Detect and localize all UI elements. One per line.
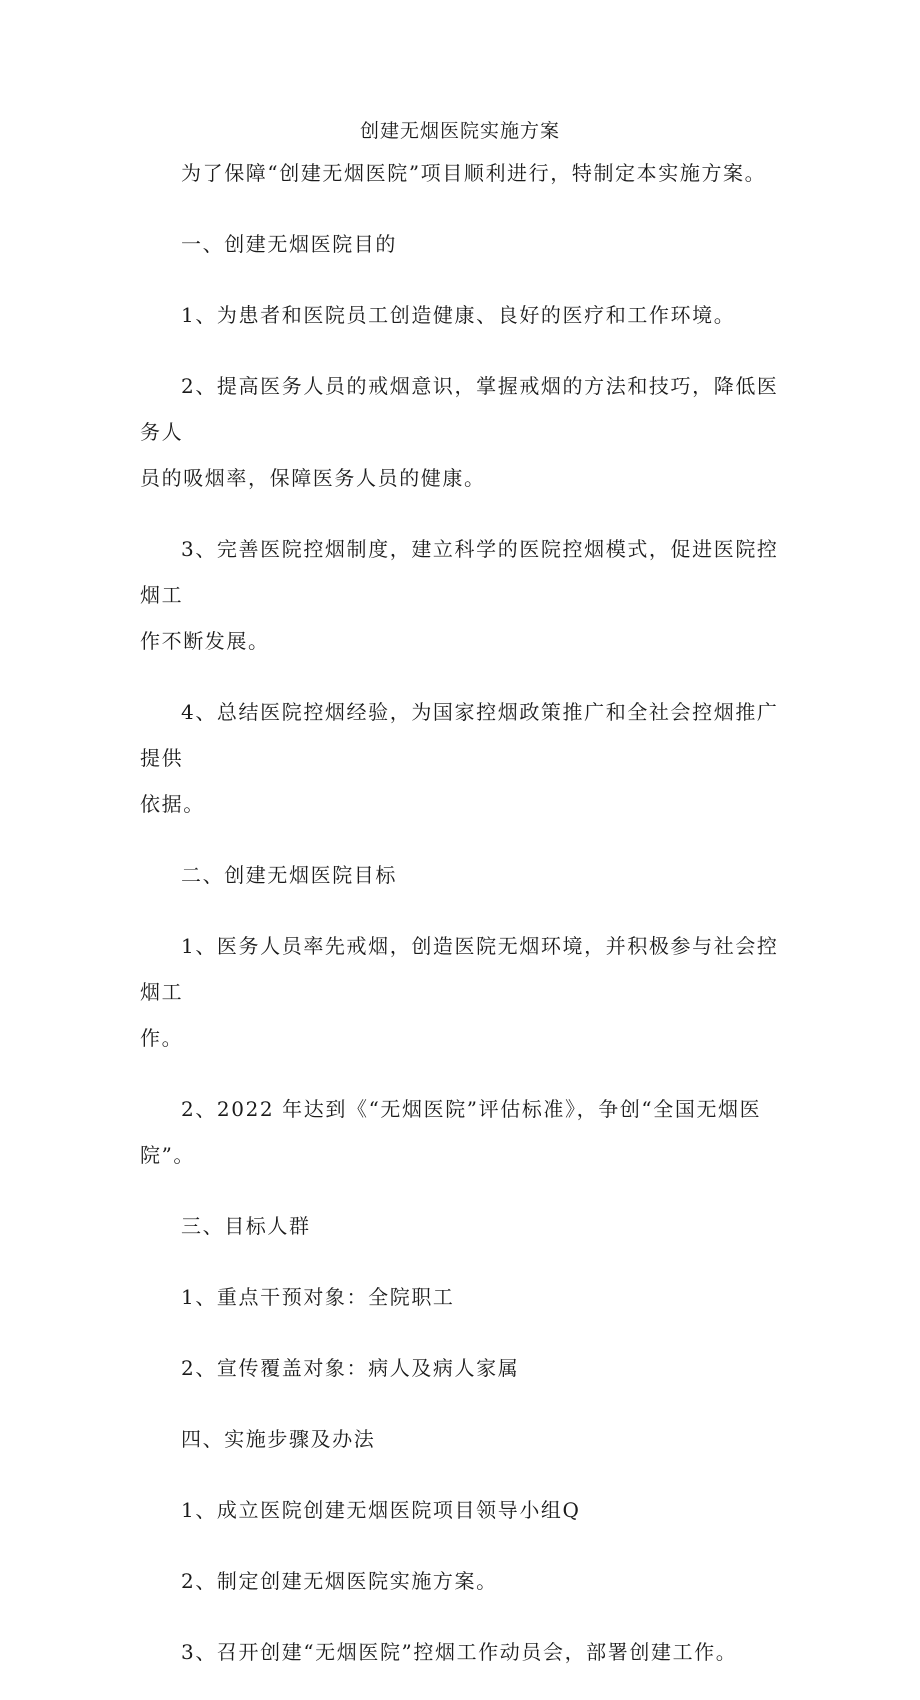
goal-item-1: [140, 923, 782, 1061]
section-heading-purpose: [140, 221, 782, 267]
text-line: 2、提高医务人员的戒烟意识，掌握戒烟的方法和技巧，降低医务人: [140, 374, 779, 444]
text-line: 1、成立医院创建无烟医院项目领导小组Q: [181, 1498, 581, 1522]
purpose-item-1: [140, 292, 782, 338]
text-line: 4、总结医院控烟经验，为国家控烟政策推广和全社会控烟推广提供: [140, 700, 779, 770]
target-group-item-2: [140, 1345, 782, 1391]
text-line: 作。: [140, 1026, 184, 1050]
text-line: 3、完善医院控烟制度，建立科学的医院控烟模式，促进医院控烟工: [140, 537, 779, 607]
section-heading-steps: [140, 1416, 782, 1462]
text-line: 为了保障“创建无烟医院”项目顺利进行，特制定本实施方案。: [181, 161, 767, 185]
text-line: 三、目标人群: [181, 1214, 311, 1238]
intro-paragraph: [140, 150, 782, 196]
text-line: 2、2022 年达到《“无烟医院”评估标准》，争创“全国无烟医: [181, 1097, 762, 1121]
purpose-item-3: [140, 526, 782, 664]
text-line: 1、为患者和医院员工创造健康、良好的医疗和工作环境。: [181, 303, 736, 327]
text-line: 一、创建无烟医院目的: [181, 232, 397, 256]
step-item-2: [140, 1558, 782, 1604]
text-line: 四、实施步骤及办法: [181, 1427, 376, 1451]
document-body: [140, 150, 782, 1700]
text-line: 1、医务人员率先戒烟，创造医院无烟环境，并积极参与社会控烟工: [140, 934, 779, 1004]
text-line: 依据。: [140, 792, 205, 816]
section-heading-goals: [140, 852, 782, 898]
step-item-3: [140, 1629, 782, 1675]
purpose-item-2: [140, 363, 782, 501]
text-line: 作不断发展。: [140, 629, 270, 653]
step-item-1: [140, 1487, 782, 1533]
purpose-item-4: [140, 689, 782, 827]
document-title: 创建无烟医院实施方案: [359, 120, 560, 142]
section-heading-target-groups: [140, 1203, 782, 1249]
text-line: 二、创建无烟医院目标: [181, 863, 397, 887]
text-line: 员的吸烟率，保障医务人员的健康。: [140, 466, 486, 490]
text-line: 2、制定创建无烟医院实施方案。: [181, 1569, 498, 1593]
text-line: 2、宣传覆盖对象：病人及病人家属: [181, 1356, 520, 1380]
text-line: 1、重点干预对象：全院职工: [181, 1285, 455, 1309]
text-line: 院”。: [140, 1143, 196, 1167]
target-group-item-1: [140, 1274, 782, 1320]
goal-item-2: [140, 1086, 782, 1178]
text-line: 3、召开创建“无烟医院”控烟工作动员会，部署创建工作。: [181, 1640, 738, 1664]
